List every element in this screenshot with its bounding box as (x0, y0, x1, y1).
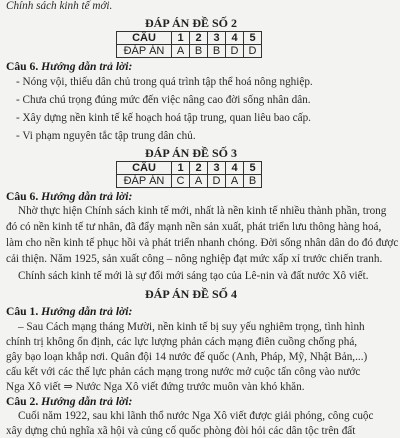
paragraph-line: làm cho nền kinh tế phục hồi và phát triển nhanh chóng. Đời sống nhân dân do đó được (6, 237, 399, 249)
question-label: Câu 1. (6, 305, 39, 318)
answer-heading-3: ĐÁP ÁN ĐỀ SỐ 3 (145, 146, 238, 160)
table-cell: 1 (172, 162, 190, 175)
question-heading (6, 395, 132, 408)
table-row (117, 32, 262, 45)
guide-label: Hướng dẫn trả lời: (41, 395, 133, 408)
guide-label: Hướng dẫn trả lời: (41, 305, 133, 318)
list-item: - Xây dựng nền kinh tế kế hoạch hoá tập trung, quan liêu bao cấp. (16, 112, 311, 124)
guide-label: Hướng dẫn trả lời: (41, 60, 133, 73)
paragraph-line: Chính sách kinh tế mới là sự đổi mới sáng tạo của Lê-nin và đất nước Xô viết. (18, 270, 369, 282)
table-header-label: CÂU (117, 32, 172, 45)
answer-table-2 (116, 31, 262, 58)
table-cell: 2 (190, 162, 208, 175)
table-cell: 3 (208, 32, 226, 45)
paragraph-line: Nga Xô viết ⇒ Nước Nga Xô viết đứng trước muôn vàn khó khăn. (6, 381, 305, 393)
table-cell: D (226, 45, 244, 58)
table-cell: 1 (172, 32, 190, 45)
table-row (117, 162, 262, 175)
guide-label: Hướng dẫn trả lời: (41, 190, 133, 203)
table-row (117, 175, 262, 188)
paragraph-line: chính trị không ổn định, các lực lượng phản cách mạng điên cuồng chống phá, (6, 336, 358, 348)
table-cell: 4 (226, 162, 244, 175)
table-answer-label: ĐÁP ÁN (117, 175, 172, 188)
table-cell: D (244, 45, 262, 58)
paragraph-line: gây bạo loạn khắp nơi. Quân đội 14 nước đế quốc (Anh, Pháp, Mỹ, Nhật Bản,...) (6, 351, 368, 363)
table-row (117, 45, 262, 58)
list-item: - Chưa chú trọng đúng mức đến việc nâng cao đời sống nhân dân. (16, 94, 311, 106)
table-cell: 3 (208, 162, 226, 175)
question-heading (6, 60, 132, 73)
answer-heading-2: ĐÁP ÁN ĐỀ SỐ 2 (145, 16, 238, 30)
top-line: Chính sách kinh tế mới. (6, 0, 113, 12)
table-cell: A (172, 45, 190, 58)
table-cell: 4 (226, 32, 244, 45)
table-cell: C (172, 175, 190, 188)
question-label: Câu 6. (6, 60, 39, 73)
table-cell: A (226, 175, 244, 188)
table-cell: B (208, 45, 226, 58)
table-cell: 5 (244, 32, 262, 45)
question-heading (6, 305, 132, 318)
list-item: - Vi phạm nguyên tắc tập trung dân chủ. (16, 130, 196, 142)
table-cell: 2 (190, 32, 208, 45)
table-cell: B (190, 45, 208, 58)
question-heading (6, 190, 132, 203)
answer-heading-4: ĐÁP ÁN ĐỀ SỐ 4 (145, 287, 238, 301)
table-cell: A (190, 175, 208, 188)
list-item: - Nóng vội, thiếu dân chủ trong quá trình tập thể hoá nông nghiệp. (16, 76, 313, 88)
paragraph-line: cấu kết với các thế lực phản cách mạng trong nước mở cuộc tấn công vào nước (6, 366, 361, 378)
table-header-label: CÂU (117, 162, 172, 175)
answer-table-3 (116, 161, 262, 188)
paragraph-line: đó có nền kinh tế tư nhân, đã đẩy mạnh nền sản xuất, phát triển lưu thông hàng hoá, (6, 221, 382, 233)
question-label: Câu 2. (6, 395, 39, 408)
paragraph-line: Cuối năm 1922, sau khi lãnh thổ nước Nga Xô viết được giải phóng, công cuộc (18, 410, 374, 422)
paragraph-line: – Sau Cách mạng tháng Mười, nền kinh tế bị suy yếu nghiêm trọng, tình hình (18, 321, 365, 333)
question-label: Câu 6. (6, 190, 39, 203)
table-cell: D (208, 175, 226, 188)
table-cell: 5 (244, 162, 262, 175)
table-cell: B (244, 175, 262, 188)
paragraph-line: cải thiện. Năm 1925, sản xuất công – nông nghiệp đạt mức xấp xỉ trước chiến tranh. (6, 253, 383, 265)
paragraph-line: Nhờ thực hiện Chính sách kinh tế mới, nhất là nền kinh tế nhiều thành phần, trong (18, 205, 387, 217)
paragraph-line: xây dựng chủ nghĩa xã hội và củng cố quốc phòng đòi hỏi các dân tộc trên đất (6, 425, 356, 437)
table-answer-label: ĐÁP ÁN (117, 45, 172, 58)
